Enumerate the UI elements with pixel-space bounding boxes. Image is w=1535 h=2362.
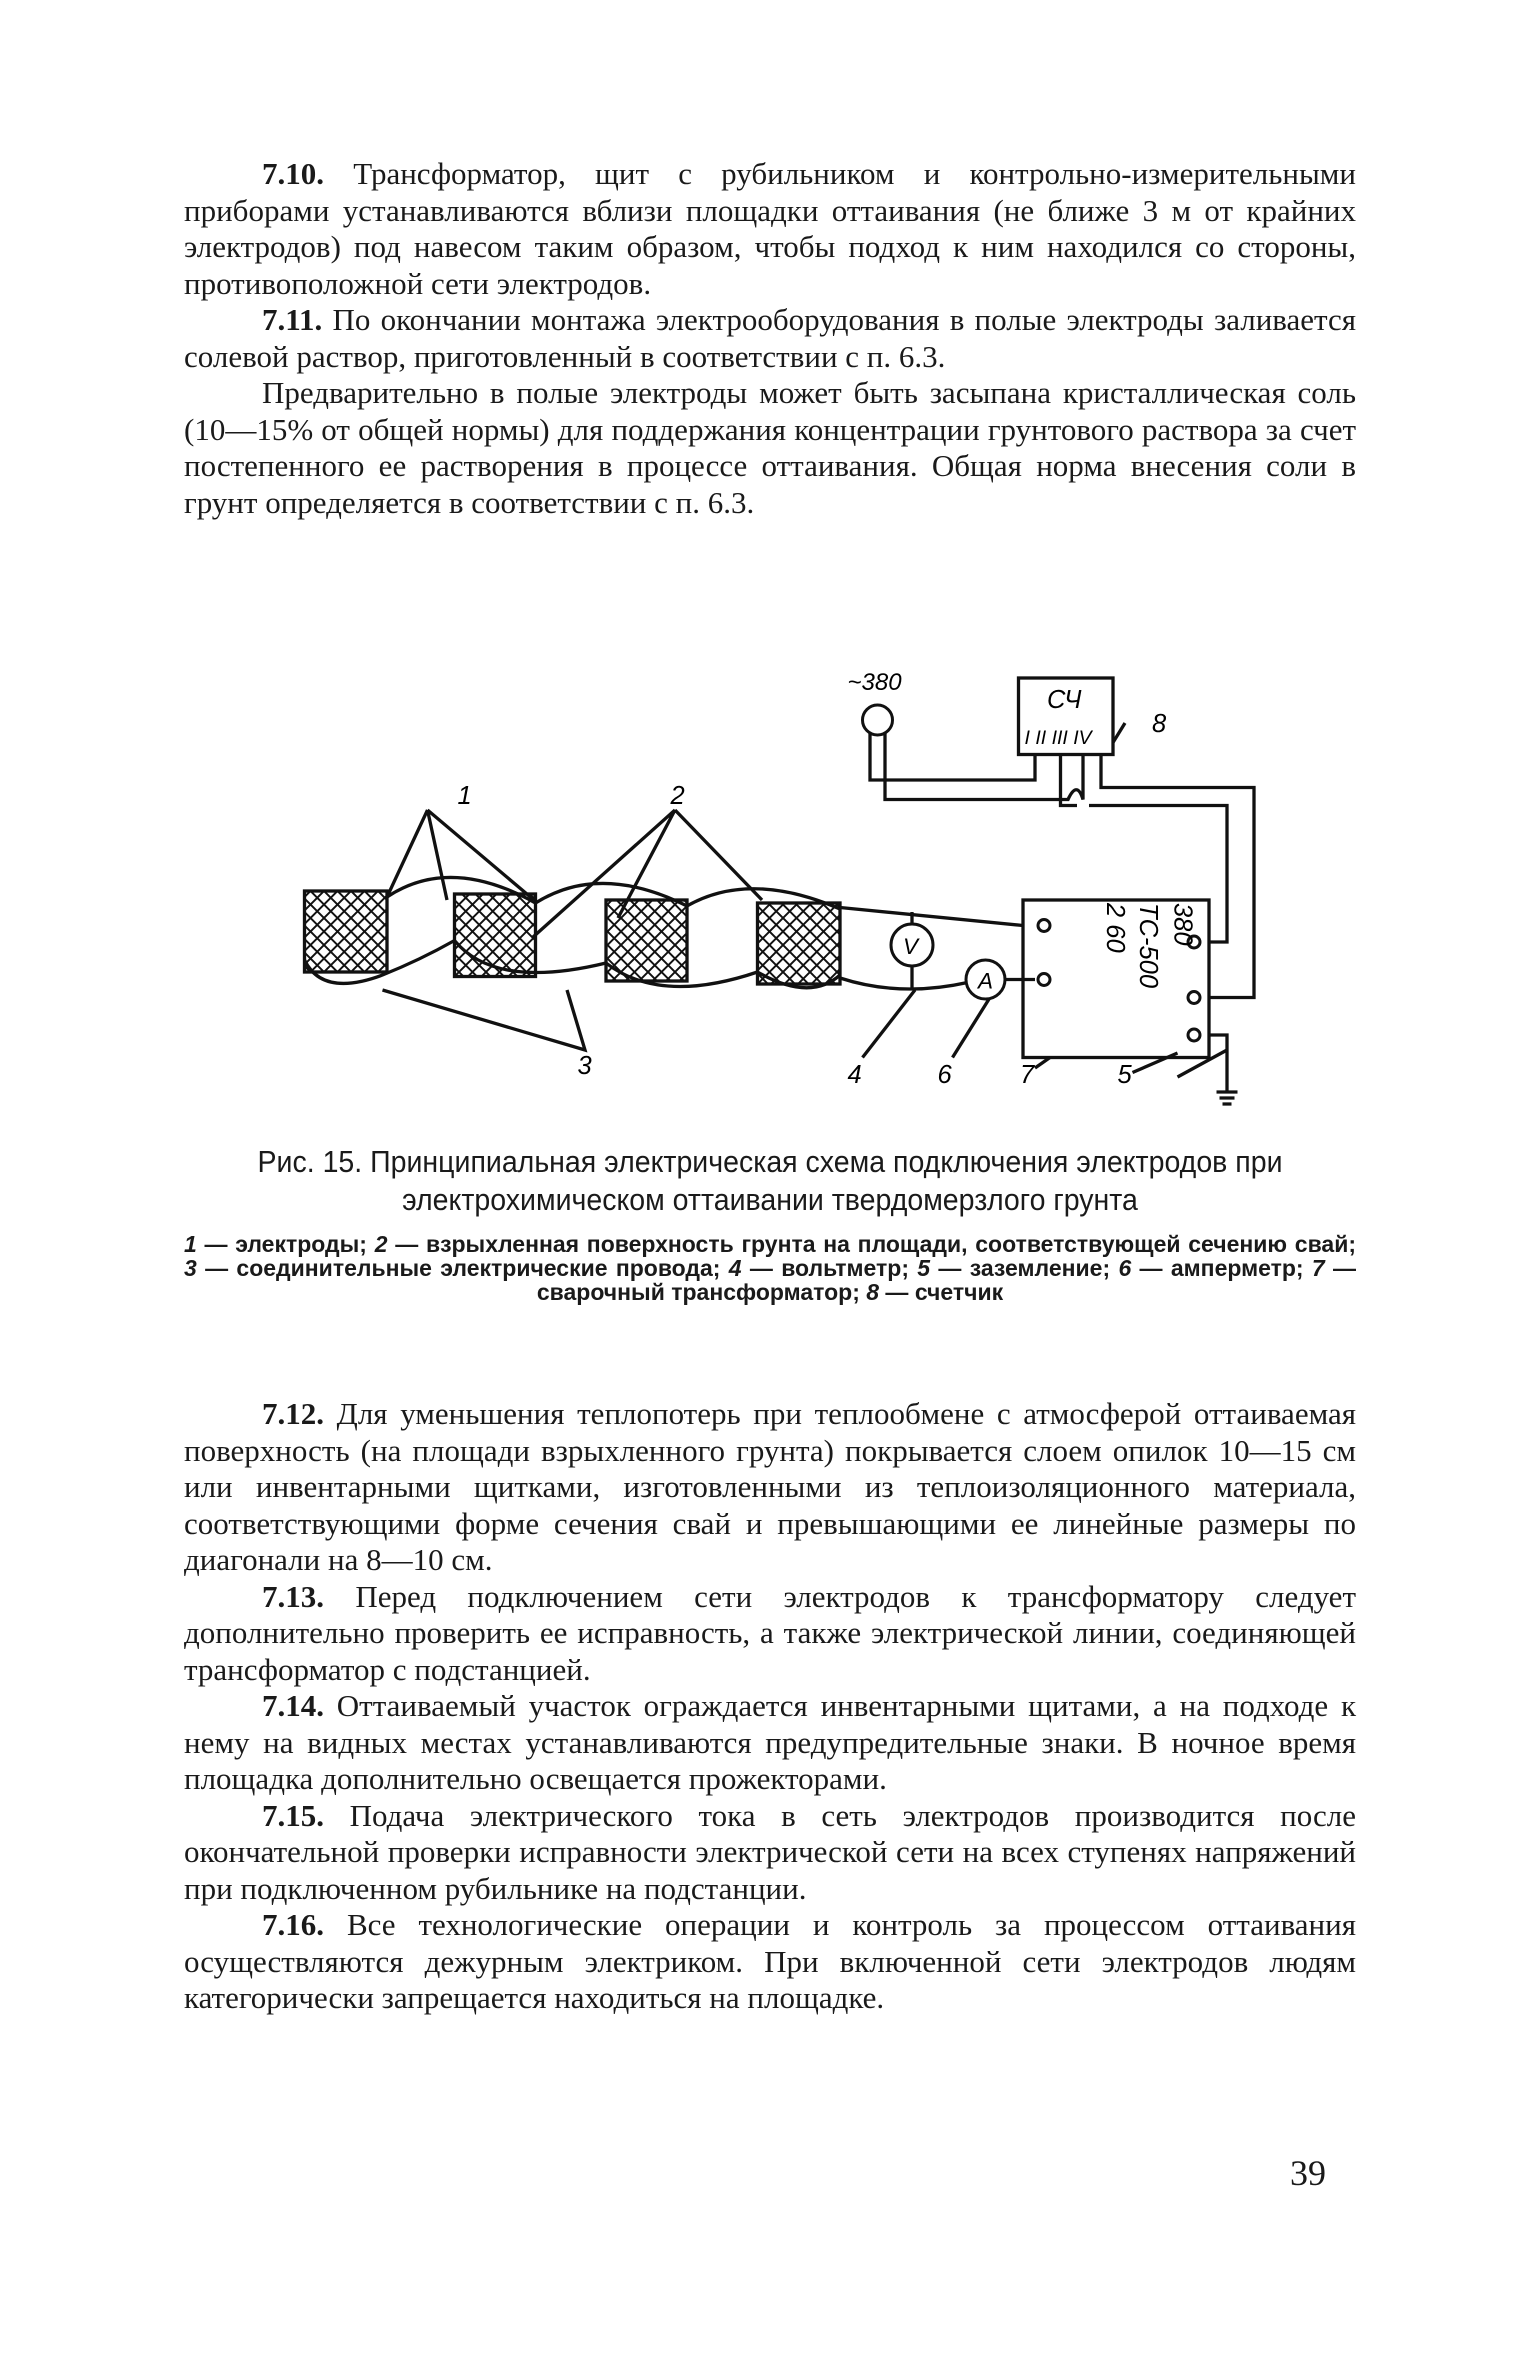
legend-num: 7 [1311,1255,1325,1281]
legend-num: 3 [184,1255,197,1281]
electrode-2 [455,894,536,977]
transformer-output-label: 2 60 [1101,903,1129,953]
legend-item: взрыхленная поверхность грунта на площади, соответствующей сечению свай; [425,1231,1357,1257]
paragraph-7-16: 7.16. Все технологические операции и контроль за процессом оттаивания осуществляются дежурным электриком. При включенной сети электродов людям категорически запрещается находиться на площадке. [184,1907,1356,2015]
legend-num: 5 [917,1255,931,1281]
legend-item: соединительные электрические провода; [236,1255,721,1281]
voltmeter-label: V [903,934,919,960]
text-block-bottom [184,1396,1356,2017]
paragraph-7-10: 7.10. Трансформатор, щит с рубильником и контрольно-измерительными приборами устанавливаются вблизи площадки оттаивания (не ближе 3 м от крайних электродов) под навесом таким образом, чтобы подход к ним находился со стороны, противоположной сети электродов. [184,156,1356,301]
electrode-1 [305,891,388,972]
figure-caption: Рис. 15. Принципиальная электрическая схема подключения электродов при электрохимическом оттаивании твердомерзлого грунта [257,1144,1283,1217]
text-block-top [184,156,1356,521]
callout-6: 6 [937,1061,952,1089]
callout-5: 5 [1117,1061,1132,1089]
transformer-model: ТС-500 [1134,903,1162,989]
legend-item: сварочный трансформатор; [536,1279,860,1305]
paragraph-salt: Предварительно в полые электроды может быть засыпана кристаллическая соль (10—15% от общей нормы) для поддержания концентрации грунтового раствора за счет постепенного ее растворения в процессе оттаивания. Общая норма внесения соли в грунт определяется в соответствии с п. 6.3. [184,375,1356,520]
callout-2: 2 [670,782,685,810]
legend-item: заземление; [969,1255,1111,1281]
callout-1: 1 [457,782,472,810]
paragraph-7-12: 7.12. Для уменьшения теплопотерь при теплообмене с атмосферой оттаиваемая поверхность (на площади взрыхленного грунта) покрывается слоем опилок 10—15 см или инвентарными щитками, изготовленными из теплоизоляционного материала, соответствующими форме сечения свай и превышающими ее линейные размеры по диагонали на 8—10 см. [184,1396,1357,1577]
legend-num: 1 [184,1231,197,1257]
power-plug-icon [863,705,893,735]
meter-phases: I II III IV [1024,727,1092,749]
page-number: 39 [1290,2153,1326,2193]
wiring-diagram [270,660,1260,1125]
figure-legend: 1 — электроды; 2 — взрыхленная поверхность грунта на площади, соответствующей сечению свай; 3 — соединительные электрические провода; 4 — вольтметр; 5 — заземление; 6 — амперметр; 7 — сварочный трансформатор; 8 — счетчик [184,1231,1357,1305]
legend-item: электроды; [235,1231,367,1257]
paragraph-7-14: 7.14. Оттаиваемый участок ограждается инвентарными щитами, а на подходе к нему на видных местах устанавливаются предупредительные знаки. В ночное время площадка дополнительно освещается прожекторами. [184,1688,1357,1796]
legend-num: 6 [1118,1255,1132,1281]
legend-num: 2 [374,1231,388,1257]
callout-3: 3 [577,1052,592,1080]
legend-item: амперметр; [1170,1255,1304,1281]
meter-title: СЧ [1047,686,1082,714]
paragraph-7-11: 7.11. По окончании монтажа электрооборудования в полые электроды заливается солевой раствор, приготовленный в соответствии с п. 6.3. [184,302,1356,374]
ammeter-label: A [978,968,994,994]
electrode-4 [758,903,841,984]
electrode-3 [606,900,687,981]
legend-num: 4 [728,1255,742,1281]
supply-label: ~380 [847,669,902,696]
callout-8: 8 [1152,710,1167,738]
paragraph-7-13: 7.13. Перед подключением сети электродов к трансформатору следует дополнительно проверить ее исправность, а также электрической линии, соединяющей трансформатор с подстанцией. [184,1578,1356,1687]
transformer-input-label: 380 [1168,903,1197,946]
callout-4: 4 [847,1061,862,1089]
legend-item: вольтметр; [781,1255,909,1281]
legend-num: 8 [866,1279,880,1305]
legend-item: счетчик [914,1279,1004,1305]
callout-7: 7 [1020,1061,1035,1089]
paragraph-7-15: 7.15. Подача электрического тока в сеть электродов производится после окончательной проверки исправности электрической сети на всех ступенях напряжений при подключенном рубильнике на подстанции. [184,1797,1357,1906]
